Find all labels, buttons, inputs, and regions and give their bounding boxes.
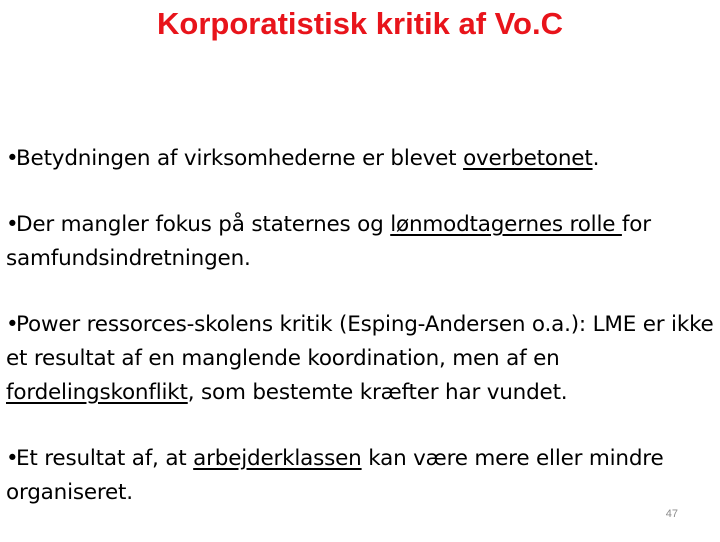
bullet-item (6, 308, 718, 410)
underlined-term: fordelingskonflikt (6, 380, 188, 405)
bullet-marker: • (6, 446, 19, 471)
bullet-text: Power ressorces-skolens kritik (Esping-Andersen o.a.): LME er ikke et resultat af en manglende koordination, men af en (6, 312, 714, 371)
bullet-text-end: , som bestemte kræfter har vundet. (187, 380, 568, 405)
bullet-item (6, 142, 718, 176)
page-number: 47 (665, 508, 678, 520)
slide-title: Korporatistisk kritik af Vo.C (157, 6, 563, 41)
bullet-marker: • (6, 212, 19, 237)
bullet-text: Et resultat af, at (16, 446, 194, 471)
bullet-text: Betydningen af virksomhederne er blevet (16, 146, 464, 171)
bullet-marker: • (6, 312, 19, 337)
bullet-text-end: . (592, 146, 600, 171)
bullet-marker: • (6, 146, 19, 171)
bullet-item (6, 442, 718, 510)
bullet-item (6, 208, 718, 276)
bullet-text-end: for samfundsindretningen. (6, 212, 651, 271)
underlined-term: lønmodtagernes rolle (390, 212, 622, 237)
bullet-text: Der mangler fokus på staternes og (16, 212, 391, 237)
bullet-list (6, 142, 718, 542)
bullet-text-end: kan være mere eller mindre organiseret. (6, 446, 664, 505)
underlined-term: overbetonet (463, 146, 593, 171)
underlined-term: arbejderklassen (193, 446, 362, 471)
